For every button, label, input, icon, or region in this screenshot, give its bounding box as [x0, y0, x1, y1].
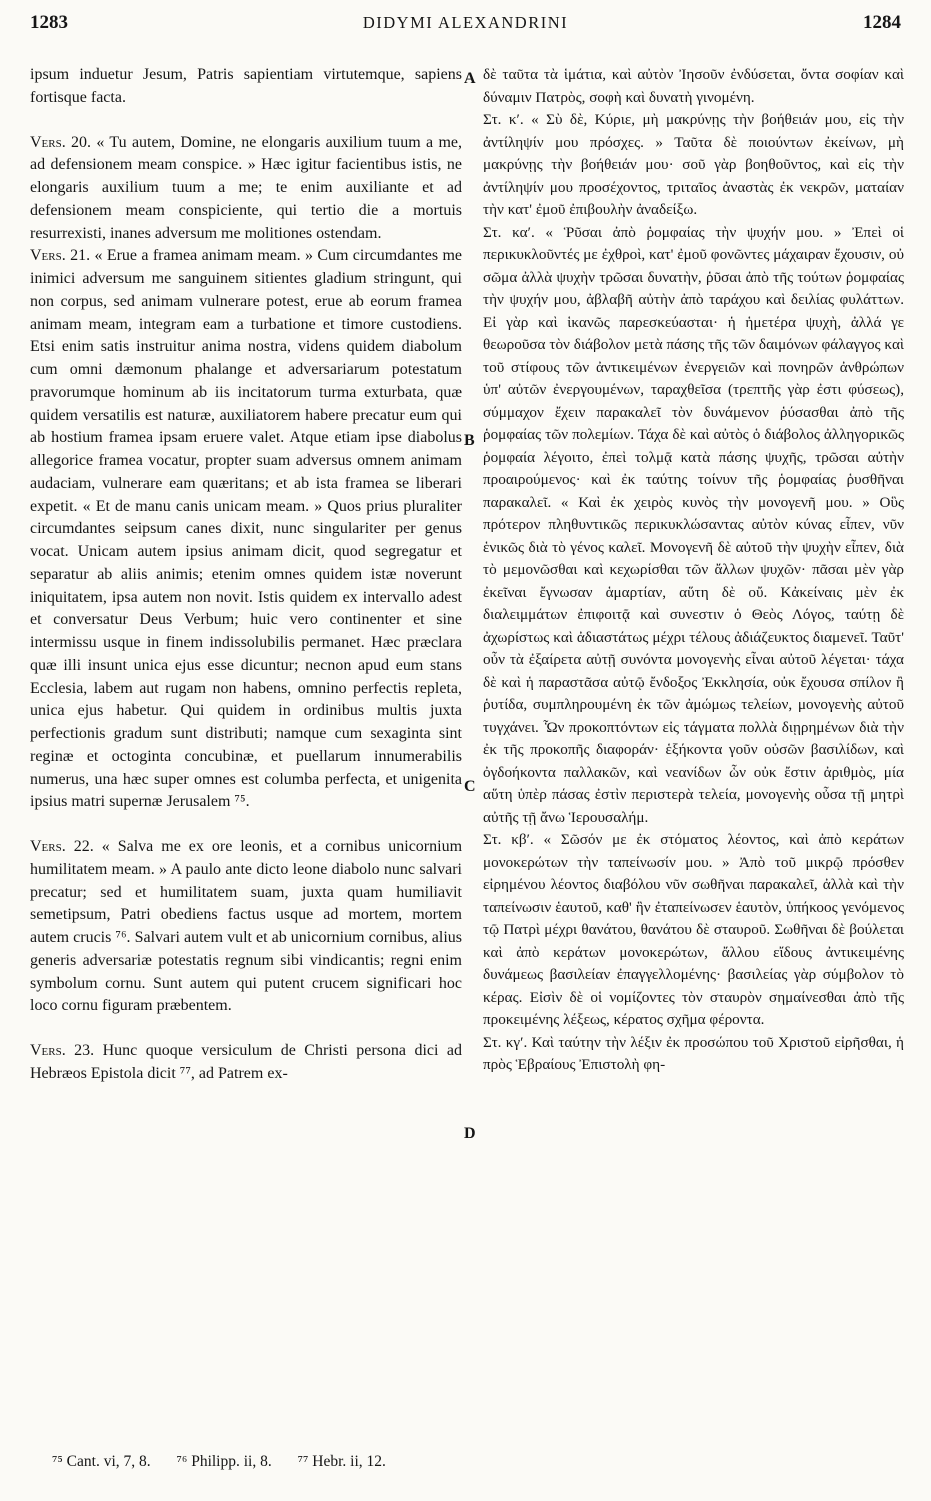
verse-text: « Ῥῦσαι ἀπὸ ῥομφαίας τὴν ψυχήν μου. » Ἐπεὶ οἱ περικυκλοῦντές με ἐχθροὶ, κατ' ἐμοῦ φονῶντες μάχαιραν ἔχουσιν, οὐ σῶμα ἀλλὰ ψυχὴν τρῶσαι δυνατὴν, ῥῦσαι ἀπὸ τῆς τούτων ῥομφαίας τὴν ψυχήν μου, ἀβλαβῆ αὐτὴν ἀπὸ ταράχου καὶ δειλίας φυλάττων. Εἰ γὰρ καὶ ἱκανῶς παρεσκεύασται· ἡ ἡμετέρα ψυχὴ, ἀλλά γε θεωροῦσα τὸν διάβολον μετὰ πάσης τῆς τῶν δαιμόνων φάλαγγος καὶ τοῦ στίφους τῶν ἀντικειμένων ἐνεργειῶν καὶ πονηρῶν ἀνθρώπων ὑπ' αὐτῶν ἐνεργουμένων, ταραχθεῖσα (τρεπτῆς γὰρ ἐστι φύσεως), σύμμαχον ἔχειν παρακαλεῖ τὸν δυνάμενον ῥύσασθαι ἀπὸ τῆς ῥομφαίας τῶν πολεμίων. Τάχα δὲ καὶ αὐτὸς ὁ διάβολος ἀλληγορικῶς ῥομφαία λέγοιτο, ἐπεὶ τολμᾷ κατὰ πάσης ψυχῆς, τρῶσαι αὐτὴν προαιρούμενος· καὶ ἐκ ταύτης τοίνυν τῆς ῥομφαίας ῥυσθῆναι παρακαλεῖ. « Καὶ ἐκ χειρὸς κυνὸς τὴν μονογενῆ μου. » Οὓς πρότερον πληθυντικῶς περικυκλώσαντας αὐτὸν κύνας εἶπεν, νῦν ἑνικῶς διὰ τὸ γένος καλεῖ. Μονογενῆ δὲ αὐτοῦ τὴν ψυχὴν εἶπεν, διὰ τὸ μεμονῶσθαι καὶ κεχωρίσθαι τῶν ἄλλων ψυχῶν· πᾶσαι μὲν γὰρ ἐκεῖναι ἔγνωσαν ἁμαρτίαν, αὕτη δὲ οὔ. Κἀκείναις μὲν ἐκ διαλειμμάτων ἐπιφοιτᾷ καὶ συνεστιν ὁ Θεὸς Λόγος, ταύτῃ δὲ ἀχωρίστως καὶ ἀδιαστάτως μέχρι τέλους ἀδιάζευκτος διαμενεῖ. Ταῦτ' οὖν τὰ ἐξαίρετα αὐτῇ συνόντα μονογενὴς εἶναι αὐτοῦ λέγεται· τάχα δὲ καὶ ἡ παραστᾶσα αὐτῷ ἔνδοξος Ἐκκλησία, οὐκ ἔχουσα σπίλον ἢ ῥυτίδα, συμπληρουμένη ἐκ τῶν ἀμώμως τελείων, μονογενὴς αὐτοῦ τυγχάνει. Ὧν προκοπτόντων εἰς τάγματα πολλὰ διῃρημένων διὰ τὴν ἐκ τῆς προκοπῆς διαφοράν· ἑξήκοντα γοῦν οὐσῶν βασιλίδων, καὶ ὀγδοήκοντα παλλακῶν, καὶ νεανίδων ὧν οὐκ ἔστιν ἀριθμὸς, μία αὕτη ὑπὲρ πάσας ἐστὶν περιστερὰ τελεία, μονογενὴς οὖσα τῇ μητρὶ αὐτῆς τῇ ἄνω Ἱερουσαλήμ. [483, 223, 905, 826]
page-number-left: 1283 [30, 12, 68, 33]
verse-heading: Vers. 23. [30, 1042, 95, 1059]
latin-verse-22 [30, 836, 462, 1018]
verse-heading: Στ. καʹ. [483, 223, 535, 241]
page-number-right: 1284 [863, 12, 901, 33]
latin-verse-23 [30, 1040, 462, 1086]
latin-column [30, 64, 462, 1086]
verse-text: « Σὺ δὲ, Κύριε, μὴ μακρύνῃς τὴν βοήθειάν μου, εἰς τὴν ἀντίληψίν μου πρόσχες. » Ταῦτα δὲ ποιούντων ἐκείνων, μὴ μακρύνῃς τὴν βοήθειάν μου· σοῦ γὰρ βοηθοῦντος, καὶ εἰς τὴν ἀντίληψίν μου προσέχοντος, τριταῖος ἀναστὰς ἐκ νεκρῶν, ματαίαν τὴν κατ' ἐμοῦ ἐπιβουλὴν ἀναδείξω. [483, 111, 904, 218]
latin-verse-20 [30, 132, 462, 246]
verse-text: « Salva me ex ore leonis, et a cornibus unicornium humilitatem meam. » A paulo ante dicto leone diabolo nunc salvari precatur; sed et humilitatem suam, juxta quam humiliavit semetipsum, Patri obediens factus usque ad mortem, mortem autem crucis ⁷⁶. Salvari autem vult et ab unicornium cornibus, alius generis adversariæ potestatis regnum sibi vindicantis; regni enim symbolum cornu. Sunt autem qui putent crucem significari hoc loco cornu figuram præbentem. [30, 838, 463, 1015]
verse-heading: Στ. κβʹ. [483, 831, 534, 848]
verse-heading: Στ. κʹ. [483, 111, 524, 128]
greek-verse-23 [483, 1032, 904, 1077]
verse-text: « Erue a framea animam meam. » Cum circumdantes me inimici adversum me sanguinem sitientes gladium stringunt, qui non corpus, sed animam vulnerare potest, erue ab eorum framea animam meam, integram eam a turbatione et timore custodiens. Etsi enim satis instruitur anima nostra, videns quidem diabolum cum omni dæmonum phalange et adversariarum potestatum pravorumque hominum ab iis incitatorum turma exturbata, quæ quidem versatilis est naturæ, auxiliatorem habere precatur eum qui ab hostium framea ipsam eruere valet. Atque etiam ipse diabolus allegorice framea vocatur, propter suam adversus omnem animam audaciam, vulnerare eam quæritans; et ab ista framea se liberari expetit. « Et de manu canis unicam meam. » Quos prius pluraliter circumdantes seipsum canes dixit, nunc singulariter per genus vocat. Unicam autem ipsius animam dicit, quod segregatur et separatur ab aliis animis; etenim omnes quidem istæ noverunt iniquitatem, ipsa autem non novit. Istis quidem ex intervallo adest et conversatur Deus Verbum; huic vero continenter et sine intermissu usque in finem indissolubilis permanet. Hæc præclara quæ illi insunt unica ejus esse dicuntur; necnon apud eum stans Ecclesia, labem aut rugam non habens, omnino perfectis repleta, unica ejus habetur. Qui quidem in ordinibus multis juxta perfectionis gradum sunt distributi; namque cum sexaginta sint reginæ et octoginta concubinæ, et puellarum innumerabilis numerus, una hæc super omnes est columba perfecta, et unigenita ipsius matri supernæ Jerusalem ⁷⁵. [30, 247, 462, 811]
running-title: DIDYMI ALEXANDRINI [362, 13, 569, 32]
footnotes [52, 1453, 408, 1471]
margin-marker-b: B [464, 432, 475, 449]
greek-paragraph-intro: δὲ ταῦτα τὰ ἱμάτια, καὶ αὐτὸν Ἰησοῦν ἐνδύσεται, ὄντα σοφίαν καὶ δύναμιν Πατρὸς, σοφὴ καὶ δυνατὴ γινομένη. [483, 66, 904, 106]
latin-verse-21 [30, 245, 462, 814]
margin-marker-c: C [464, 778, 476, 795]
greek-verse-21 [483, 222, 904, 830]
verse-text: Καὶ ταύτην τὴν λέξιν ἐκ προσώπου τοῦ Χριστοῦ εἰρῆσθαι, ἡ πρὸς Ἑβραίους Ἐπιστολὴ φη- [483, 1033, 904, 1073]
footnote: ⁷⁵ Cant. vi, 7, 8. [52, 1453, 151, 1470]
verse-text: Hunc quoque versiculum de Christi persona dici ad Hebræos Epistola dicit ⁷⁷, ad Patrem ex- [30, 1042, 462, 1082]
verse-text: « Tu autem, Domine, ne elongaris auxilium tuum a me, ad defensionem meam conspice. » Hæc igitur facientibus istis, ne elongaris auxilium tuum a me; te enim auxiliante et ad defensionem meam conspiciente, qui tertio die a mortuis resurrexisti, inanes adversum me molitiones ostendam. [30, 133, 463, 242]
footnote: ⁷⁷ Hebr. ii, 12. [297, 1453, 386, 1470]
page-header [30, 12, 901, 42]
greek-verse-20 [483, 109, 904, 222]
verse-heading: Vers. 20. [30, 133, 92, 151]
greek-column [483, 64, 904, 1077]
greek-verse-22 [483, 829, 904, 1032]
verse-heading: Στ. κγʹ. [483, 1033, 528, 1051]
verse-heading: Vers. 21. [30, 247, 91, 265]
verse-heading: Vers. 22. [30, 838, 94, 855]
verse-text: « Σῶσόν με ἐκ στόματος λέοντος, καὶ ἀπὸ κεράτων μονοκερώτων τὴν ταπείνωσίν μου. » Ἀπὸ τοῦ μικρῷ πρόσθεν εἰρημένου λέοντος διαβόλου νῦν σωθῆναι παρακαλεῖ, ἀλλὰ καὶ τὴν ταπείνωσιν ἑαυτοῦ, καθ' ἣν ἐταπείνωσεν ἑαυτὸν, ὑπήκοος γενόμενος τῷ Πατρὶ μέχρι θανάτου, θανάτου δὲ σταυροῦ. Σωθῆναι δὲ βούλεται καὶ ἀπὸ κεράτων μονοκερώτων, ἄλλου εἴδους ἀντικειμένης δυνάμεως βασιλείαν ἐπαγγελλομένης· βασιλείας γὰρ σύμβολον τὸ κέρας. Εἰσὶν δὲ οἱ νομίζοντες τὸν σταυρὸν σημαίνεσθαι ἀπὸ τῆς προκειμένης λέξεως, κέρατος σχῆμα φέροντα. [483, 831, 904, 1028]
margin-marker-a: A [464, 70, 476, 87]
latin-paragraph-intro: ipsum induetur Jesum, Patris sapientiam virtutemque, sapiens fortisque facta. [30, 66, 462, 106]
footnote: ⁷⁶ Philipp. ii, 8. [176, 1453, 272, 1470]
margin-marker-d: D [464, 1125, 476, 1142]
